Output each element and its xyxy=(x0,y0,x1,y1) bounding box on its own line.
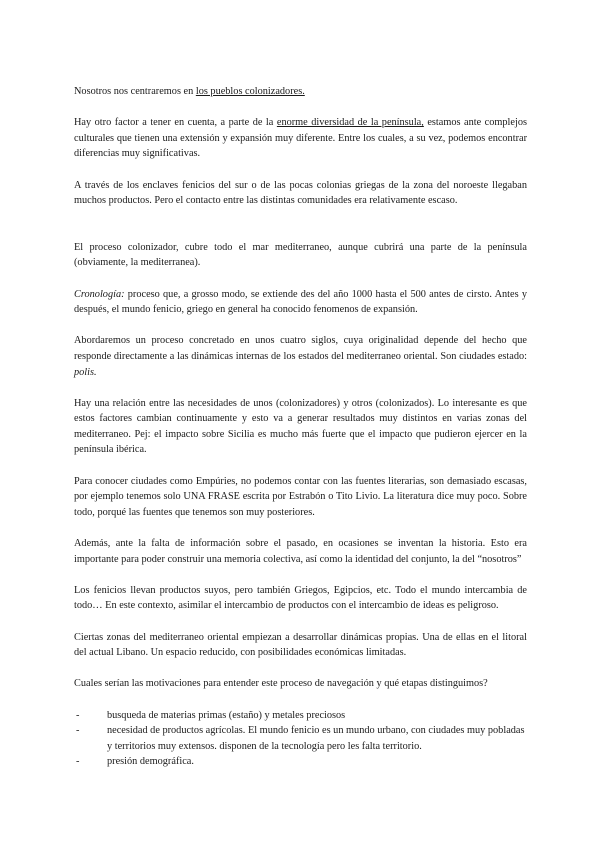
paragraph-intro xyxy=(74,84,527,100)
paragraph-motivations-question: Cuales serían las motivaciones para entender este proceso de navegación y qué etapas distinguimos? xyxy=(74,678,488,690)
dash-bullet: - xyxy=(76,756,80,768)
list-item xyxy=(74,723,527,754)
list-item-text: necesidad de productos agrícolas. El mundo fenicio es un mundo urbano, con ciudades muy pobladas y territorios muy extensos. disponen de la tecnología pero les falta territorio. xyxy=(107,725,525,752)
list-item xyxy=(74,708,527,724)
paragraph-four-centuries xyxy=(74,333,527,380)
paragraph-diversity xyxy=(74,115,527,162)
diversity-pre: Hay otro factor a tener en cuenta, a parte de la xyxy=(74,117,277,129)
motivations-list xyxy=(74,708,527,770)
paragraph-colonizing-process: El proceso colonizador, cubre todo el mar mediterraneo, aunque cubrirá una parte de la península (obviamente, la mediterranea). xyxy=(74,241,527,269)
intro-underlined: los pueblos colonizadores. xyxy=(195,86,305,97)
diversity-post: estamos ante complejos culturales que tienen una extensión y expansión muy diferente. Entre los cuales, a su vez, podemos encontrar diferencias muy significativas. xyxy=(74,117,527,160)
paragraph-lebanon: Ciertas zonas del mediterraneo oriental empiezan a desarrollar dinámicas propias. Una de ellas en el litoral del actual Libano. Un espacio reducido, con posibilidades económicas limitadas. xyxy=(74,631,527,659)
paragraph-enclaves: A través de los enclaves fenicios del sur o de las pocas colonias griegas de la zona del noroeste llegaban muchos productos. Pero el contacto entre las distintas comunidades era relativamente escaso. xyxy=(74,179,527,207)
list-item-text: presión demográfica. xyxy=(107,756,194,768)
diversity-underlined: enorme diversidad de la península, xyxy=(276,117,424,129)
paragraph-needs: Hay una relación entre las necesidades de unos (colonizadores) y otros (colonizados). Lo interesante es que estos factores cambian continuamente y esto va a generar resultados muy distintos en varias zonas del mediterraneo. Pej: el impacto sobre Sicilia es mucho más fuerte que el impacto que pudieron ejercer en la península ibérica. xyxy=(74,397,527,456)
dash-bullet: - xyxy=(76,709,80,721)
dash-bullet: - xyxy=(76,725,80,737)
document-page xyxy=(74,84,527,770)
paragraph-emporion: Para conocer ciudades como Empúries, no podemos contar con las fuentes literarias, son demasiado escasas, por ejemplo tenemos solo UNA FRASE escrita por Estrabón o Tito Livio. La literatura dice muy poco. Sobre todo, porqué las fuentes que tenemos son muy posteriores. xyxy=(74,475,527,518)
polis-term: polis. xyxy=(74,366,97,378)
chronology-text: proceso que, a grosso modo, se extiende des del año 1000 hasta el 500 antes de cirsto. Antes y después, el mundo fenicio, griego en general ha conocido fenomenos de expansión. xyxy=(74,288,527,316)
paragraph-phoenician-products: Los fenicios llevan productos suyos, pero también Griegos, Egipcios, etc. Todo el mundo intercambia de todo… En este contexto, asimilar el intercambio de productos con el intercambio de ideas es peligroso. xyxy=(74,584,527,612)
list-item xyxy=(74,754,527,770)
chronology-label: Cronología: xyxy=(74,288,125,300)
paragraph-invented-history: Además, ante la falta de información sobre el pasado, en ocasiones se inventan la historia. Esto era importante para poder construir una memoria colectiva, así como la identidad del conjunto, la del “nosotros” xyxy=(74,538,527,565)
four-centuries-text: Abordaremos un proceso concretado en unos cuatro siglos, cuya originalidad depende del hecho que responde directamente a las dinámicas internas de los estados del mediterraneo oriental. Son ciudades estado: xyxy=(74,335,527,362)
intro-text: Nosotros nos centraremos en xyxy=(74,86,196,97)
list-item-text: busqueda de materias primas (estaño) y metales preciosos xyxy=(107,709,346,721)
paragraph-chronology xyxy=(74,287,527,318)
